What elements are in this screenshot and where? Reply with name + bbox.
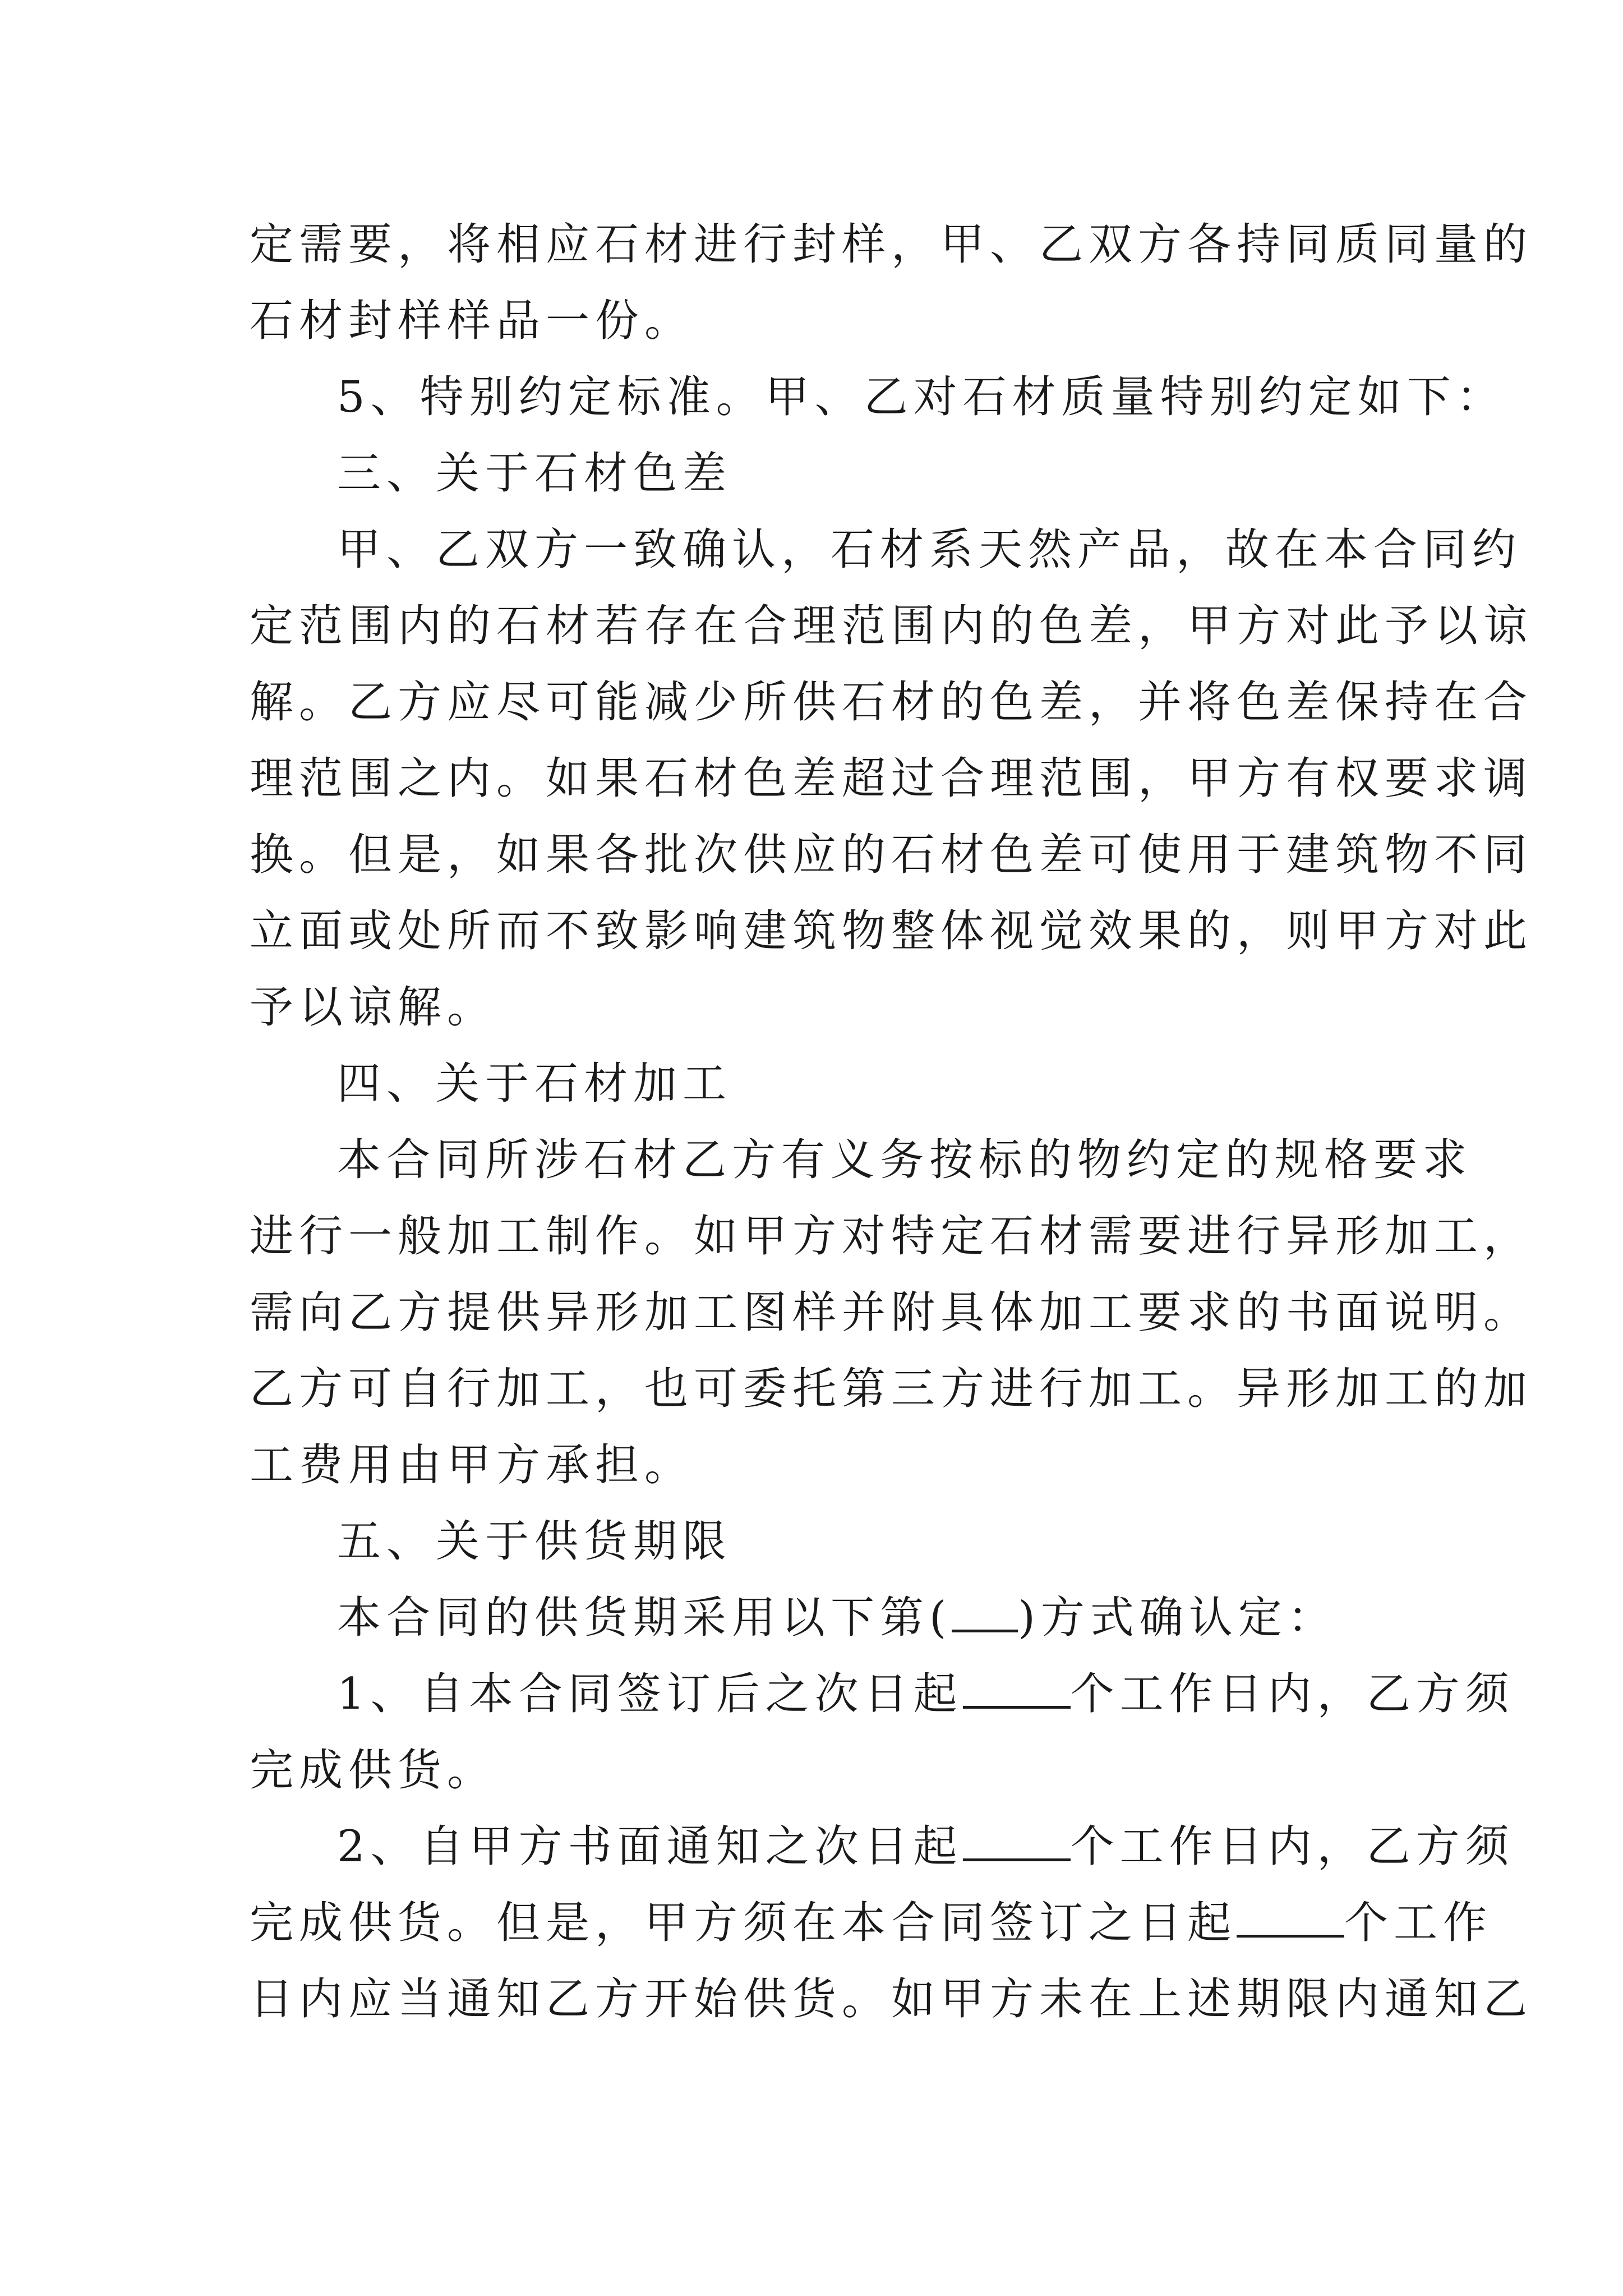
contract-text: [250, 206, 1533, 2037]
paragraph-line: 予以谅解。: [250, 982, 497, 1033]
section-heading-delivery-period: 五、关于供货期限: [337, 1516, 732, 1567]
paragraph-line: 理范围之内。如果石材色差超过合理范围，甲方有权要求调: [250, 753, 1533, 804]
option-2-text-end: 个工作日内，乙方须: [1070, 1821, 1515, 1872]
paragraph-line: 乙方可自行加工，也可委托第三方进行加工。异形加工的加: [250, 1364, 1533, 1414]
paragraph-line: 定范围内的石材若存在合理范围内的色差，甲方对此予以谅: [250, 601, 1533, 651]
workdays-blank-1: [963, 1669, 1071, 1709]
paragraph-line: 本合同所涉石材乙方有义务按标的物约定的规格要求: [337, 1135, 1473, 1185]
paragraph-line: 进行一般加工制作。如甲方对特定石材需要进行异形加工，: [250, 1211, 1533, 1262]
workdays-blank-2: [963, 1821, 1071, 1861]
paragraph-line: 立面或处所而不致影响建筑物整体视觉效果的，则甲方对此: [250, 906, 1533, 956]
option-2-line: [250, 1809, 1515, 1885]
section-heading-color-difference: 三、关于石材色差: [337, 448, 732, 499]
paragraph-line: 日内应当通知乙方开始供货。如甲方未在上述期限内通知乙: [250, 1974, 1533, 2024]
paragraph-line: 甲、乙双方一致确认，石材系天然产品，故在本合同约: [337, 524, 1522, 575]
option-1-text-start: 1、自本合同签订后之次日起: [337, 1669, 963, 1719]
clause-5-line: 5、特别约定标准。甲、乙对石材质量特别约定如下：: [337, 372, 1506, 422]
paragraph-line: 定需要，将相应石材进行封样，甲、乙双方各持同质同量的: [250, 219, 1533, 270]
option-2-continued-text-end: 个工作: [1344, 1898, 1493, 1948]
paragraph-line: 石材封样样品一份。: [250, 296, 694, 346]
workdays-blank-3: [1237, 1898, 1344, 1938]
option-2-text-start: 2、自甲方书面通知之次日起: [337, 1821, 963, 1872]
option-1-line: [250, 1656, 1515, 1732]
option-2-continued-line: [250, 1885, 1493, 1961]
paragraph-line: 工费用由甲方承担。: [250, 1440, 694, 1490]
method-number-blank: [952, 1593, 1018, 1632]
paragraph-line: 换。但是，如果各批次供应的石材色差可使用于建筑物不同: [250, 830, 1533, 880]
paragraph-line: 完成供货。: [250, 1745, 497, 1796]
paragraph-line: 解。乙方应尽可能减少所供石材的色差，并将色差保持在合: [250, 677, 1533, 728]
delivery-method-text-end: )方式确认定：: [1018, 1593, 1337, 1643]
section-heading-processing: 四、关于石材加工: [337, 1059, 732, 1109]
delivery-method-line: [250, 1580, 1394, 1656]
option-1-text-end: 个工作日内，乙方须: [1070, 1669, 1515, 1719]
paragraph-line: 需向乙方提供异形加工图样并附具体加工要求的书面说明。: [250, 1287, 1533, 1338]
option-2-continued-text-start: 完成供货。但是，甲方须在本合同签订之日起: [250, 1898, 1237, 1948]
delivery-method-text-start: 本合同的供货期采用以下第(: [337, 1593, 952, 1643]
